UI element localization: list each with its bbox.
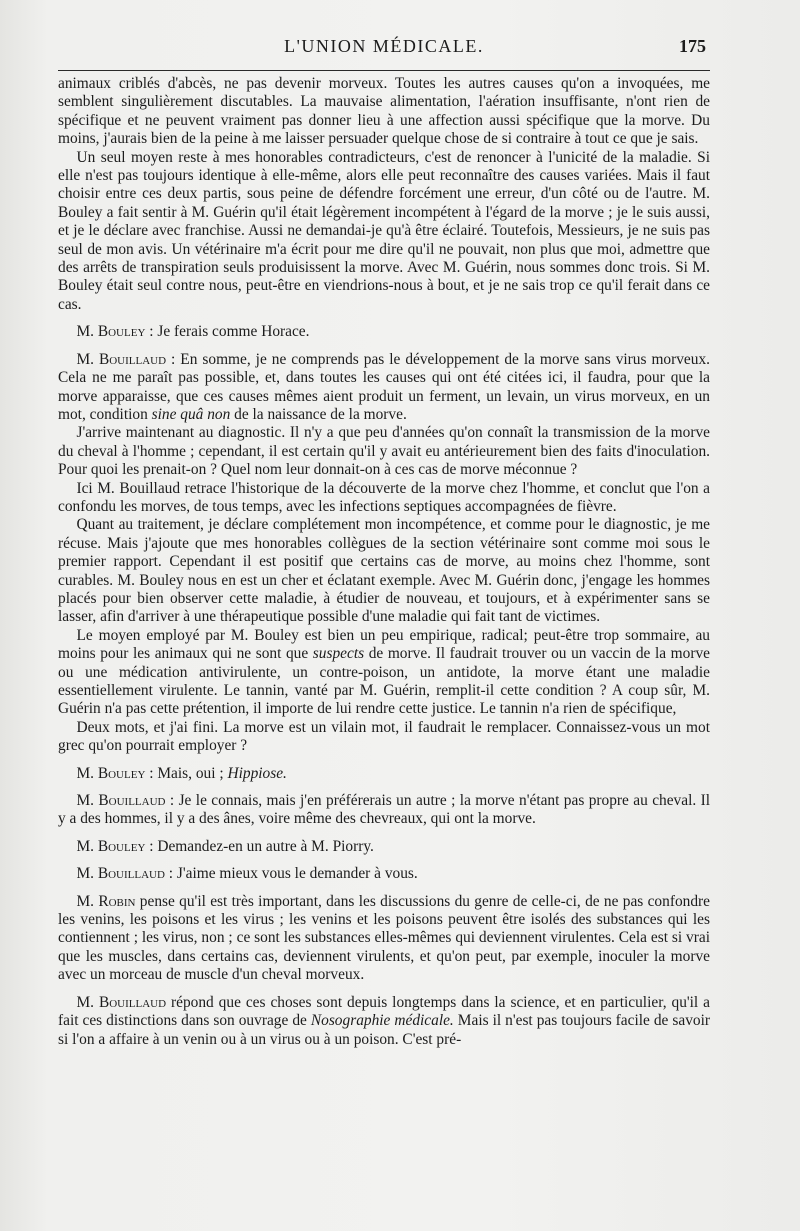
paragraph: animaux criblés d'abcès, ne pas devenir morveux. Toutes les autres causes qu'on a invoquées, me semblent singulièrement discutables. La mauvaise alimentation, l'aération insuffisante, n'ont rien de spécifique et ne peuvent vraiment pas donner lieu à une affection aussi spécifique que la morve. Du moins, j'aurais bien de la peine à me laisser persuader quelque chose de si contraire à tout ce que je sais. <box>58 75 710 148</box>
italic-term: Nosographie médicale. <box>310 1012 454 1030</box>
paragraph: Quant au traitement, je déclare complétement mon incompétence, et comme pour le diagnostic, je me récuse. Mais j'ajoute que mes honorables collègues de la section vétérinaire sont comme moi sous le premier rapport. Cependant il est positif que certains cas de morve, au moins chez l'homme, sont curables. M. Bouley nous en est un cher et éclatant exemple. Avec M. Guérin donc, j'engage les hommes placés pour bien observer cette maladie, à étudier de nouveau, et toujours, et à expérimenter sans se lasser, afin d'arriver à une thérapeutique possible d'une maladie qui fait tant de victimes. <box>58 516 710 626</box>
speaker-name: M. Bouillaud <box>76 792 166 810</box>
speech-text: : Je ferais comme Horace. <box>145 323 310 341</box>
speech-paragraph <box>58 351 710 425</box>
speech-paragraph <box>58 323 710 341</box>
paragraph-text: Le moyen employé par M. Bouley est bien un peu empirique, radical; peut-être trop sommaire, au moins pour les animaux qui ne sont que <box>58 626 710 663</box>
speech-paragraph <box>58 838 710 856</box>
paragraph: J'arrive maintenant au diagnostic. Il n'y a que peu d'années qu'on connaît la transmission de la morve du cheval à l'homme ; cependant, il est certain qu'il y avait eu antérieurement bien des faits d'inoculation. Pour quoi les prenait-on ? Quel nom leur donnait-on à ces cas de morve méconnue ? <box>58 424 710 479</box>
speaker-name: M. Bouillaud <box>76 993 167 1011</box>
article-body <box>58 75 710 1049</box>
header-rule <box>58 70 710 71</box>
speech-text: pense qu'il est très important, dans les discussions du genre de celle-ci, de ne pas confondre les venins, les poisons et les virus ; les venins et les poisons peuvent être isolés des substances qui les contiennent ; les virus, non ; ce sont les substances elles-mêmes qui deviennent virulentes. Cela est si vrai que les muscles, dans certains cas, deviennent virulents, et qu'on peut, par exemple, inoculer la morve avec un morceau de muscle d'un cheval morveux. <box>58 892 710 984</box>
paragraph: Ici M. Bouillaud retrace l'historique de la découverte de la morve chez l'homme, et conclut que l'on a confondu les morves, de tous temps, avec les infections septiques accompagnées de fièvre. <box>58 479 710 515</box>
paragraph-text: de morve. Il faudrait trouver ou un vaccin de la morve ou une médication antivirulente, un contre-poison, un antidote, la morve étant une maladie essentiellement virulente. Le tannin, vanté par M. Guérin, remplit-il cette condition ? A coup sûr, M. Guérin n'a pas cette prétention, il importe de lui rendre cette justice. Le tannin n'a rien de spécifique, <box>58 645 710 718</box>
speaker-name: M. Bouley <box>76 837 146 855</box>
speaker-name: M. Bouley <box>76 764 146 782</box>
speech-text: Mais il n'est pas toujours facile de savoir si l'on a affaire à un venin ou à un virus ou à un poison. C'est pré- <box>58 1012 710 1048</box>
running-header <box>58 36 710 62</box>
paragraph: Un seul moyen reste à mes honorables contradicteurs, c'est de renoncer à l'unicité de la maladie. Si elle n'est pas toujours identique à elle-même, alors elle peut reconnaître des causes variées. Mais il faut choisir entre ces deux partis, sous peine de défendre forcément une erreur, d'un côté ou de l'autre. M. Bouley a fait sentir à M. Guérin qu'il était légèrement incompétent à l'égard de la morve ; je le suis aussi, et je le déclare avec franchise. Aussi ne demandai-je qu'à être éclairé. Toutefois, Messieurs, je ne suis pas seul de mon avis. Un vétérinaire m'a écrit pour me dire qu'il ne pouvait, non plus que moi, admettre que des arrêts de transpiration seuls produisissent la morve. Avec M. Guérin, nous sommes donc trois. Si M. Bouley était seul contre nous, peut-être en viendrions-nous à bout, et je ne sais trop ce qu'il ferait dans ce cas. <box>58 148 710 313</box>
speech-paragraph <box>58 865 710 883</box>
speaker-name: M. Bouley <box>76 323 146 341</box>
speaker-name: M. Robin <box>76 892 136 910</box>
speech-text: : J'aime mieux vous le demander à vous. <box>164 865 418 883</box>
speech-text: répond que ces choses sont depuis longtemps dans la science, et en particulier, qu'il a fait ces distinctions dans son ouvrage de <box>58 993 710 1030</box>
speaker-name: M. Bouillaud <box>76 865 165 883</box>
italic-term: sine quâ non <box>151 405 231 423</box>
speech-text: : En somme, je ne comprends pas le développement de la morve sans virus morveux. Cela ne me paraît pas possible, et, dans toutes les causes qui ont été citées ici, il faudra, pour que la morve apparaisse, que ces causes mêmes aient produit un ferment, un levain, un virus morveux, en un mot, condition <box>58 350 711 423</box>
speech-text: : Je le connais, mais j'en préférerais un autre ; la morve n'étant pas propre au cheval. Il y a des hommes, il y a des ânes, voire même des chevreaux, qui ont la morve. <box>58 792 711 828</box>
speaker-name: M. Bouillaud <box>76 350 167 368</box>
italic-term: Hippiose. <box>227 764 287 782</box>
speech-paragraph <box>58 765 710 783</box>
paragraph <box>58 627 710 719</box>
speech-text: de la naissance de la morve. <box>230 405 407 423</box>
speech-text: : Demandez-en un autre à M. Piorry. <box>145 837 374 855</box>
speech-paragraph <box>58 994 710 1049</box>
paragraph: Deux mots, et j'ai fini. La morve est un vilain mot, il faudrait le remplacer. Connaissez-vous un mot grec qu'on pourrait employer ? <box>58 718 710 755</box>
speech-text: : Mais, oui ; <box>145 764 228 782</box>
italic-term: suspects <box>312 645 365 663</box>
journal-title: L'UNION MÉDICALE. <box>284 36 484 56</box>
speech-paragraph <box>58 792 710 829</box>
speech-paragraph <box>58 893 710 985</box>
page-number: 175 <box>679 36 706 56</box>
